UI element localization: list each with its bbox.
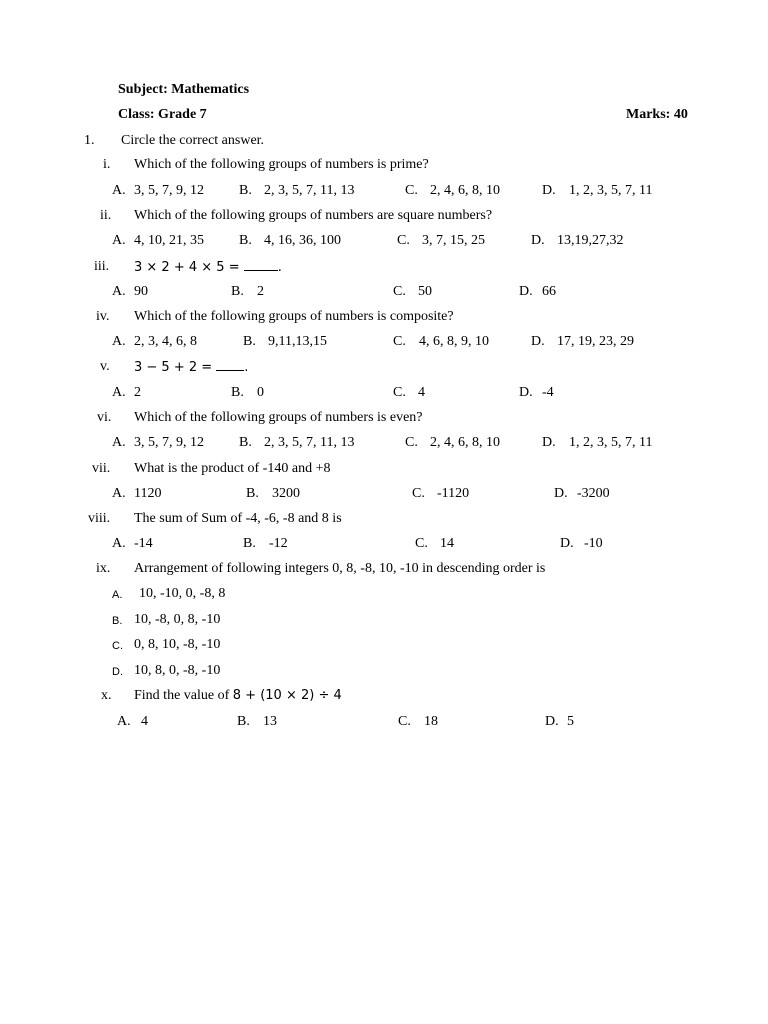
option-value: 66 xyxy=(542,284,556,299)
section-number: 1. xyxy=(84,133,95,148)
option-letter: A. xyxy=(112,385,126,400)
option-value: 4 xyxy=(141,714,148,729)
option-letter: D. xyxy=(531,233,545,248)
option-letter: C. xyxy=(415,536,428,551)
equation-text: 3 − 5 + 2 = xyxy=(134,360,213,375)
question-numeral: vii. xyxy=(92,461,111,476)
answer-blank xyxy=(216,359,244,371)
option-letter: B. xyxy=(237,714,250,729)
question-numeral: vi. xyxy=(97,410,112,425)
option-letter: A. xyxy=(112,589,123,601)
option-letter: C. xyxy=(112,640,123,652)
question-text: Which of the following groups of numbers are square numbers? xyxy=(134,208,493,223)
option-letter: C. xyxy=(405,435,418,450)
question-numeral: iii. xyxy=(94,259,110,274)
option-letter: B. xyxy=(246,486,259,501)
option-value: 4, 16, 36, 100 xyxy=(264,233,341,248)
option-value: 2, 4, 6, 8, 10 xyxy=(430,435,500,450)
question-text: Which of the following groups of numbers is even? xyxy=(134,410,423,425)
equation: 3 − 5 + 2 = . xyxy=(134,360,249,375)
subject-heading: Subject: Mathematics xyxy=(118,82,250,97)
option-letter: D. xyxy=(560,536,574,551)
option-letter: C. xyxy=(398,714,411,729)
option-value: -3200 xyxy=(577,486,610,501)
option-letter: D. xyxy=(554,486,568,501)
question-numeral: x. xyxy=(101,688,112,703)
option-letter: B. xyxy=(112,615,123,627)
option-letter: D. xyxy=(542,435,556,450)
option-letter: B. xyxy=(243,334,256,349)
option-value: 10, -10, 0, -8, 8 xyxy=(139,586,226,601)
option-value: 1, 2, 3, 5, 7, 11 xyxy=(569,435,653,450)
option-letter: B. xyxy=(243,536,256,551)
option-letter: D. xyxy=(519,385,533,400)
option-value: 3, 5, 7, 9, 12 xyxy=(134,435,204,450)
class-heading: Class: Grade 7 xyxy=(118,107,207,122)
option-letter: A. xyxy=(112,536,126,551)
option-value: 2, 4, 6, 8, 10 xyxy=(430,183,500,198)
option-value: -14 xyxy=(134,536,153,551)
option-letter: A. xyxy=(112,334,126,349)
option-value: 2, 3, 4, 6, 8 xyxy=(134,334,197,349)
option-value: 1120 xyxy=(134,486,162,501)
option-letter: C. xyxy=(393,385,406,400)
option-value: 50 xyxy=(418,284,432,299)
section-instruction: Circle the correct answer. xyxy=(121,133,265,148)
option-value: 10, 8, 0, -8, -10 xyxy=(134,663,221,678)
option-value: -12 xyxy=(269,536,288,551)
question-text: What is the product of -140 and +8 xyxy=(134,461,331,476)
question-numeral: ii. xyxy=(100,208,112,223)
option-letter: C. xyxy=(393,334,406,349)
question-text: The sum of Sum of -4, -6, -8 and 8 is xyxy=(134,511,342,526)
question-text: Which of the following groups of numbers is composite? xyxy=(134,309,454,324)
option-letter: C. xyxy=(393,284,406,299)
option-letter: A. xyxy=(112,486,126,501)
option-letter: B. xyxy=(239,183,252,198)
option-value: 2, 3, 5, 7, 11, 13 xyxy=(264,183,355,198)
question-numeral: iv. xyxy=(96,309,110,324)
option-letter: A. xyxy=(112,435,126,450)
option-value: -4 xyxy=(542,385,554,400)
option-letter: B. xyxy=(239,233,252,248)
option-value: 3, 5, 7, 9, 12 xyxy=(134,183,204,198)
option-value: 18 xyxy=(424,714,438,729)
option-value: 1, 2, 3, 5, 7, 11 xyxy=(569,183,653,198)
answer-blank xyxy=(244,259,278,271)
option-letter: A. xyxy=(117,714,131,729)
option-letter: B. xyxy=(231,385,244,400)
question-text: Which of the following groups of numbers is prime? xyxy=(134,157,429,172)
question-numeral: viii. xyxy=(88,511,111,526)
expression: 8 + (10 × 2) ÷ 4 xyxy=(232,688,342,703)
option-letter: D. xyxy=(545,714,559,729)
question-numeral: i. xyxy=(103,157,111,172)
option-value: 4, 10, 21, 35 xyxy=(134,233,204,248)
marks-heading: Marks: 40 xyxy=(626,107,688,122)
option-letter: A. xyxy=(112,284,126,299)
option-value: 14 xyxy=(440,536,454,551)
option-value: -10 xyxy=(584,536,603,551)
option-letter: C. xyxy=(397,233,410,248)
option-letter: D. xyxy=(519,284,533,299)
question-text: Arrangement of following integers 0, 8, -8, 10, -10 in descending order is xyxy=(134,561,546,576)
question-text-prefix: Find the value of xyxy=(134,688,230,703)
equation-text: 3 × 2 + 4 × 5 = xyxy=(134,260,240,275)
option-value: 3200 xyxy=(272,486,300,501)
option-value: 2 xyxy=(134,385,141,400)
option-value: 2 xyxy=(257,284,264,299)
option-letter: A. xyxy=(112,183,126,198)
option-value: 13 xyxy=(263,714,277,729)
option-letter: D. xyxy=(112,666,123,678)
option-letter: D. xyxy=(542,183,556,198)
option-value: 2, 3, 5, 7, 11, 13 xyxy=(264,435,355,450)
option-letter: D. xyxy=(531,334,545,349)
option-value: 9,11,13,15 xyxy=(268,334,327,349)
option-value: 17, 19, 23, 29 xyxy=(557,334,634,349)
option-value: 13,19,27,32 xyxy=(557,233,624,248)
option-value: 0 xyxy=(257,385,264,400)
option-letter: B. xyxy=(239,435,252,450)
option-value: 3, 7, 15, 25 xyxy=(422,233,485,248)
option-value: 4, 6, 8, 9, 10 xyxy=(419,334,489,349)
option-value: 5 xyxy=(567,714,574,729)
question-numeral: v. xyxy=(100,359,110,374)
question-numeral: ix. xyxy=(96,561,111,576)
option-value: 10, -8, 0, 8, -10 xyxy=(134,612,221,627)
option-letter: C. xyxy=(412,486,425,501)
option-value: -1120 xyxy=(437,486,470,501)
option-value: 0, 8, 10, -8, -10 xyxy=(134,637,221,652)
option-value: 4 xyxy=(418,385,425,400)
question-text xyxy=(134,688,342,704)
equation: 3 × 2 + 4 × 5 = . xyxy=(134,260,282,275)
option-letter: A. xyxy=(112,233,126,248)
option-value: 90 xyxy=(134,284,148,299)
option-letter: C. xyxy=(405,183,418,198)
option-letter: B. xyxy=(231,284,244,299)
